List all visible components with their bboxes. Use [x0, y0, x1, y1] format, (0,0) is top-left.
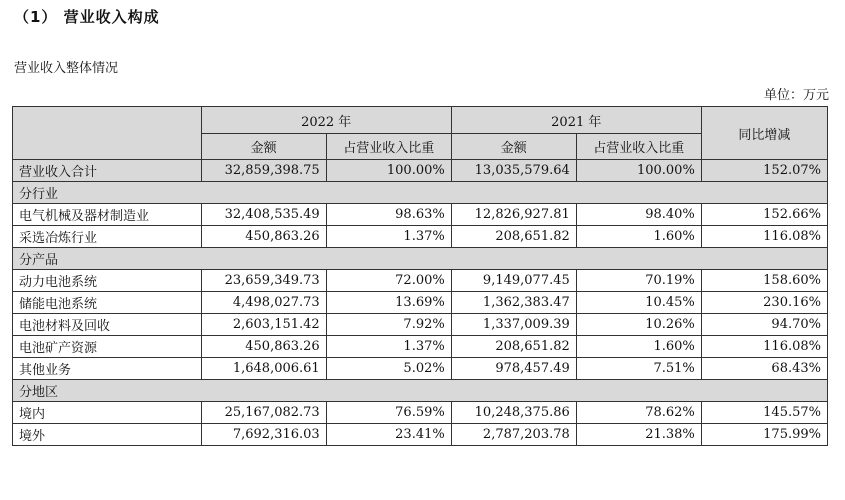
- yoy-change: 152.66%: [701, 204, 827, 226]
- section-title: 分地区: [13, 380, 828, 402]
- share-2021: 1.60%: [576, 336, 701, 358]
- row-label: 境内: [13, 402, 202, 424]
- total-share-2021: 100.00%: [576, 160, 701, 182]
- amount-2022: 32,408,535.49: [201, 204, 326, 226]
- share-2021: 7.51%: [576, 358, 701, 380]
- amount-2021: 2,787,203.78: [451, 424, 576, 446]
- row-label: 采选冶炼行业: [13, 226, 202, 248]
- table-row: [13, 270, 828, 292]
- total-label: 营业收入合计: [13, 160, 202, 182]
- yoy-change: 175.99%: [701, 424, 827, 446]
- section-title: 分产品: [13, 248, 828, 270]
- row-label: 境外: [13, 424, 202, 446]
- share-2022: 23.41%: [326, 424, 451, 446]
- share-2021: 78.62%: [576, 402, 701, 424]
- amount-2021: 10,248,375.86: [451, 402, 576, 424]
- table-row: [13, 204, 828, 226]
- row-label: 电气机械及器材制造业: [13, 204, 202, 226]
- share-2022: 1.37%: [326, 336, 451, 358]
- share-2021: 10.26%: [576, 314, 701, 336]
- row-label: 其他业务: [13, 358, 202, 380]
- share-2021: 70.19%: [576, 270, 701, 292]
- share-2022: 1.37%: [326, 226, 451, 248]
- share-2022: 5.02%: [326, 358, 451, 380]
- row-label: 储能电池系统: [13, 292, 202, 314]
- amount-2022: 7,692,316.03: [201, 424, 326, 446]
- header-year-2021: 2021 年: [451, 107, 701, 134]
- total-amount-2022: 32,859,398.75: [201, 160, 326, 182]
- section-row-product: [13, 248, 828, 270]
- amount-2021: 9,149,077.45: [451, 270, 576, 292]
- yoy-change: 116.08%: [701, 226, 827, 248]
- unit-label: 单位：万元: [763, 88, 829, 103]
- yoy-change: 145.57%: [701, 402, 827, 424]
- share-2021: 98.40%: [576, 204, 701, 226]
- amount-2021: 208,651.82: [451, 336, 576, 358]
- total-amount-2021: 13,035,579.64: [451, 160, 576, 182]
- amount-2022: 2,603,151.42: [201, 314, 326, 336]
- share-2022: 7.92%: [326, 314, 451, 336]
- share-2021: 10.45%: [576, 292, 701, 314]
- section-heading: （1） 营业收入构成: [14, 8, 160, 26]
- table-row: [13, 402, 828, 424]
- share-2021: 21.38%: [576, 424, 701, 446]
- header-row-years: [13, 107, 828, 134]
- header-year-2022: 2022 年: [201, 107, 451, 134]
- amount-2022: 1,648,006.61: [201, 358, 326, 380]
- yoy-change: 116.08%: [701, 336, 827, 358]
- revenue-table: [12, 106, 828, 446]
- amount-2022: 450,863.26: [201, 226, 326, 248]
- total-share-2022: 100.00%: [326, 160, 451, 182]
- table-row: [13, 292, 828, 314]
- amount-2022: 25,167,082.73: [201, 402, 326, 424]
- amount-2022: 4,498,027.73: [201, 292, 326, 314]
- table-row: [13, 336, 828, 358]
- amount-2022: 450,863.26: [201, 336, 326, 358]
- table-row: [13, 358, 828, 380]
- total-yoy: 152.07%: [701, 160, 827, 182]
- amount-2021: 208,651.82: [451, 226, 576, 248]
- yoy-change: 158.60%: [701, 270, 827, 292]
- share-2022: 98.63%: [326, 204, 451, 226]
- share-2022: 13.69%: [326, 292, 451, 314]
- table-row: [13, 314, 828, 336]
- section-row-industry: [13, 182, 828, 204]
- amount-2021: 1,337,009.39: [451, 314, 576, 336]
- table-row: [13, 424, 828, 446]
- table-row: [13, 226, 828, 248]
- amount-2021: 1,362,383.47: [451, 292, 576, 314]
- sub-heading: 营业收入整体情况: [14, 61, 119, 76]
- row-label: 电池材料及回收: [13, 314, 202, 336]
- share-2021: 1.60%: [576, 226, 701, 248]
- section-row-region: [13, 380, 828, 402]
- yoy-change: 68.43%: [701, 358, 827, 380]
- yoy-change: 230.16%: [701, 292, 827, 314]
- header-amount-2021: 金额: [451, 134, 576, 160]
- amount-2021: 12,826,927.81: [451, 204, 576, 226]
- header-blank-cell: [13, 107, 202, 160]
- amount-2022: 23,659,349.73: [201, 270, 326, 292]
- header-share-2021: 占营业收入比重: [576, 134, 701, 160]
- header-share-2022: 占营业收入比重: [326, 134, 451, 160]
- total-row: [13, 160, 828, 182]
- header-yoy: 同比增减: [701, 107, 827, 160]
- section-title: 分行业: [13, 182, 828, 204]
- amount-2021: 978,457.49: [451, 358, 576, 380]
- yoy-change: 94.70%: [701, 314, 827, 336]
- share-2022: 76.59%: [326, 402, 451, 424]
- share-2022: 72.00%: [326, 270, 451, 292]
- row-label: 动力电池系统: [13, 270, 202, 292]
- header-amount-2022: 金额: [201, 134, 326, 160]
- row-label: 电池矿产资源: [13, 336, 202, 358]
